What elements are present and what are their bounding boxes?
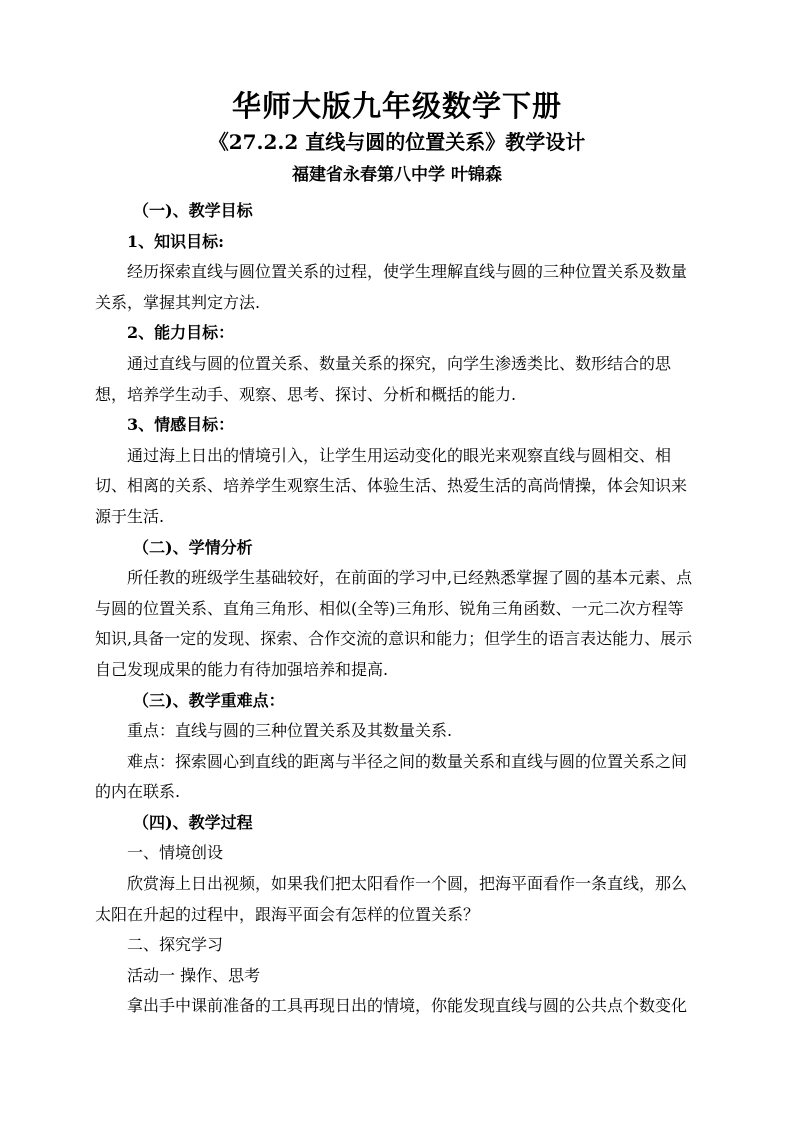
paragraph-line: 自己发现成果的能力有待加强培养和提高. <box>95 659 389 679</box>
paragraph-line: 通过直线与圆的位置关系、数量关系的探究，向学生渗透类比、数形结合的思 <box>127 353 672 373</box>
document-body <box>95 86 699 1022</box>
paragraph-line: 一、情境创设 <box>127 843 224 863</box>
subsection-heading: 3、情感目标： <box>127 415 235 435</box>
paragraph-line: 太阳在升起的过程中，跟海平面会有怎样的位置关系？ <box>95 904 480 924</box>
paragraph-line: 通过海上日出的情境引入，让学生用运动变化的眼光来观察直线与圆相交、相 <box>127 445 672 465</box>
paragraph-line: 知识,具备一定的发现、探索、合作交流的意识和能力；但学生的语言表达能力、展示 <box>95 629 693 649</box>
paragraph-line: 重点：直线与圆的三种位置关系及其数量关系. <box>127 721 453 741</box>
paragraph-line: 想，培养学生动手、观察、思考、探讨、分析和概括的能力. <box>95 384 517 404</box>
section-heading: （三)、教学重难点： <box>133 690 285 710</box>
subsection-heading: 2、能力目标： <box>127 323 235 343</box>
paragraph-line: 难点：探索圆心到直线的距离与半径之间的数量关系和直线与圆的位置关系之间 <box>127 751 688 771</box>
paragraph-line: 拿出手中课前准备的工具再现日出的情境，你能发现直线与圆的公共点个数变化 <box>127 996 688 1016</box>
paragraph-line: 的内在联系. <box>95 782 181 802</box>
section-heading: （二)、学情分析 <box>133 537 253 557</box>
paragraph-line: 源于生活. <box>95 506 165 526</box>
paragraph-line: 关系，掌握其判定方法. <box>95 292 261 312</box>
document-title: 华师大版九年级数学下册 <box>231 89 562 123</box>
section-heading: （一)、教学目标 <box>133 201 253 220</box>
paragraph-line: 切、相离的关系、培养学生观察生活、体验生活、热爱生活的高尚情操，体会知识来 <box>95 476 688 496</box>
document-subtitle: 《27.2.2 直线与圆的位置关系》教学设计 <box>208 130 586 154</box>
paragraph-line: 与圆的位置关系、直角三角形、相似(全等)三角形、锐角三角函数、一元二次方程等 <box>95 598 684 618</box>
paragraph-line: 所任教的班级学生基础较好，在前面的学习中,已经熟悉掌握了圆的基本元素、点 <box>127 568 693 588</box>
document-author: 福建省永春第八中学 叶锦森 <box>292 165 502 185</box>
subsection-heading: 1、知识目标: <box>127 231 225 251</box>
paragraph-line: 活动一 操作、思考 <box>127 965 261 985</box>
paragraph-line: 欣赏海上日出视频，如果我们把太阳看作一个圆，把海平面看作一条直线，那么 <box>127 874 688 894</box>
section-heading: （四)、教学过程 <box>133 812 253 832</box>
paragraph-line: 二、探究学习 <box>127 935 224 955</box>
document-content <box>95 196 699 1022</box>
paragraph-line: 经历探索直线与圆位置关系的过程，使学生理解直线与圆的三种位置关系及数量 <box>127 262 688 282</box>
